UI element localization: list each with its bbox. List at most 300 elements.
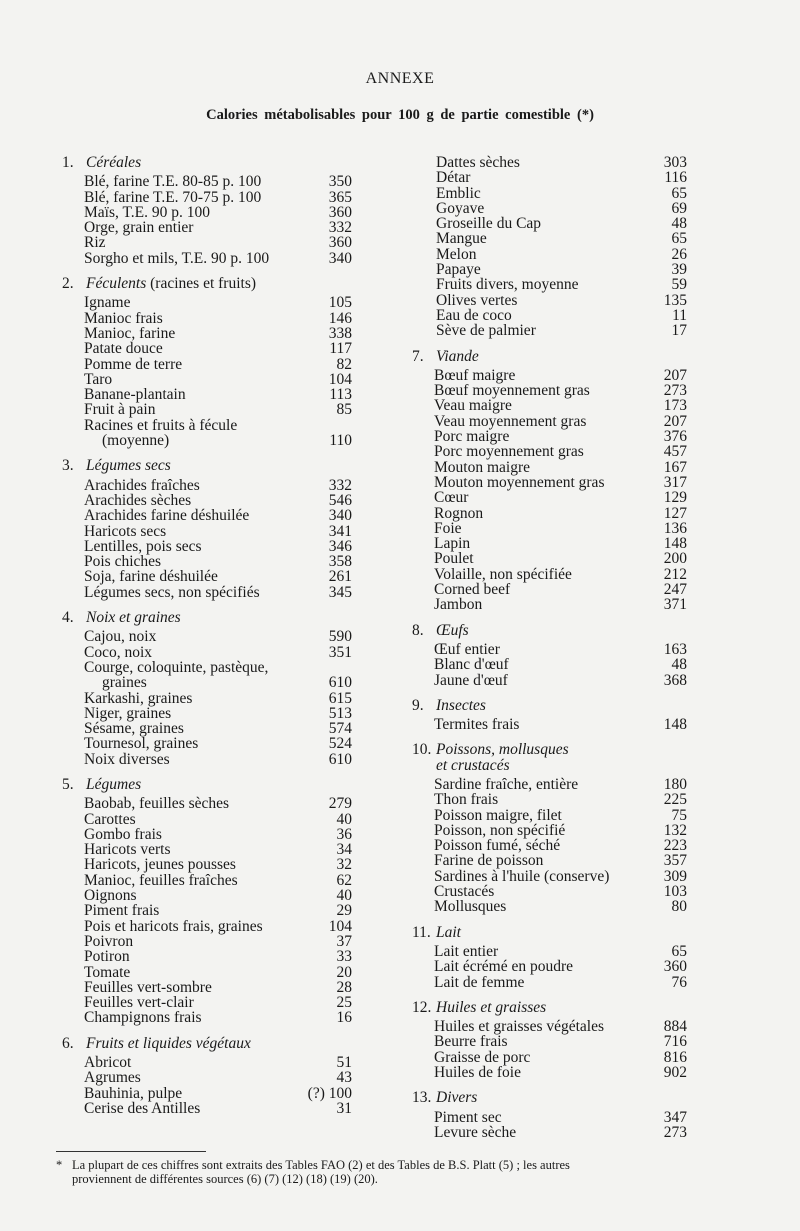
food-name: Termites frais bbox=[434, 716, 520, 734]
calorie-value: 340 bbox=[328, 249, 352, 267]
food-name: Olives vertes bbox=[436, 291, 518, 309]
section-number: 12. bbox=[412, 998, 432, 1016]
calorie-value: 59 bbox=[671, 276, 687, 294]
food-name: Blanc d'œuf bbox=[434, 656, 509, 674]
food-name: Riz bbox=[84, 234, 106, 252]
list-item bbox=[412, 231, 687, 246]
list-item bbox=[62, 554, 352, 569]
calorie-value: 32 bbox=[336, 856, 352, 874]
list-item bbox=[62, 919, 352, 934]
calorie-value: 116 bbox=[664, 169, 687, 187]
calorie-value: 368 bbox=[663, 671, 687, 689]
list-item bbox=[412, 293, 687, 308]
food-name: Mollusques bbox=[434, 898, 507, 916]
list-item bbox=[62, 295, 352, 310]
page-title: ANNEXE bbox=[365, 70, 435, 87]
list-item bbox=[412, 1065, 687, 1080]
list-item bbox=[62, 721, 352, 736]
calorie-value: 37 bbox=[336, 932, 352, 950]
list-item bbox=[412, 582, 687, 597]
calorie-value: 615 bbox=[328, 689, 352, 707]
food-name: Patate douce bbox=[84, 340, 163, 358]
section-number: 9. bbox=[412, 696, 424, 714]
calorie-value: 148 bbox=[663, 716, 687, 734]
list-item bbox=[412, 597, 687, 612]
section-number: 8. bbox=[412, 621, 424, 639]
calorie-value: 376 bbox=[663, 428, 687, 446]
calorie-value: 11 bbox=[672, 306, 687, 324]
list-item bbox=[62, 949, 352, 964]
list-item bbox=[62, 706, 352, 721]
section-title bbox=[86, 458, 171, 473]
list-item bbox=[62, 752, 352, 767]
footnote-marker: * bbox=[56, 1158, 63, 1172]
calorie-value: 358 bbox=[328, 553, 352, 571]
list-item bbox=[412, 1125, 687, 1140]
list-item bbox=[62, 402, 352, 417]
calorie-value: 17 bbox=[671, 322, 687, 340]
calorie-value: 716 bbox=[663, 1033, 687, 1051]
section-title bbox=[86, 610, 181, 625]
list-item bbox=[62, 251, 352, 266]
list-item bbox=[412, 657, 687, 672]
section-title-text: Féculents bbox=[86, 275, 147, 293]
section-number: 13. bbox=[412, 1089, 432, 1107]
list-item bbox=[62, 569, 352, 584]
food-name: Champignons frais bbox=[84, 1009, 202, 1027]
section-number: 5. bbox=[62, 775, 74, 793]
food-name: Levure sèche bbox=[434, 1123, 517, 1141]
section bbox=[412, 349, 687, 613]
left-column bbox=[62, 155, 352, 1126]
food-name: Igname bbox=[84, 294, 131, 312]
section-number: 7. bbox=[412, 347, 424, 365]
list-item bbox=[62, 629, 352, 644]
list-item bbox=[62, 524, 352, 539]
calorie-value: 884 bbox=[663, 1018, 687, 1036]
list-item bbox=[412, 853, 687, 868]
list-item bbox=[412, 838, 687, 853]
list-item bbox=[412, 506, 687, 521]
food-name: Huiles de foie bbox=[434, 1064, 521, 1082]
section-number: 2. bbox=[62, 275, 74, 293]
food-name: Poisson, non spécifié bbox=[434, 821, 566, 839]
food-name: Bœuf maigre bbox=[434, 366, 516, 384]
list-item bbox=[412, 398, 687, 413]
food-name: Sésame, graines bbox=[84, 720, 184, 738]
list-item bbox=[62, 220, 352, 235]
food-name: Détar bbox=[436, 169, 471, 187]
list-item bbox=[412, 277, 687, 292]
list-item bbox=[62, 326, 352, 341]
food-name: Haricots verts bbox=[84, 841, 171, 859]
list-item bbox=[412, 777, 687, 792]
calorie-value: 816 bbox=[663, 1048, 687, 1066]
section bbox=[412, 623, 687, 688]
calorie-value: 332 bbox=[328, 219, 352, 237]
calorie-value: 135 bbox=[663, 291, 687, 309]
calorie-value: 350 bbox=[328, 173, 352, 191]
food-name: Lait de femme bbox=[434, 973, 525, 991]
list-item bbox=[62, 539, 352, 554]
calorie-value: 16 bbox=[336, 1009, 352, 1027]
calorie-value: 261 bbox=[328, 568, 352, 586]
calorie-value: 610 bbox=[328, 674, 352, 692]
section bbox=[62, 777, 352, 1026]
list-item bbox=[412, 884, 687, 899]
section bbox=[62, 1036, 352, 1116]
calorie-value: 303 bbox=[663, 154, 687, 171]
calorie-value: 340 bbox=[328, 507, 352, 525]
section-heading bbox=[62, 155, 352, 170]
list-item bbox=[412, 521, 687, 536]
food-name: Karkashi, graines bbox=[84, 689, 193, 707]
food-name: Cerise des Antilles bbox=[84, 1099, 201, 1117]
calorie-value: 247 bbox=[663, 581, 687, 599]
calorie-value: 457 bbox=[663, 443, 687, 461]
footnote-line-2: proviennent de différentes sources (6) (7) (12) (18) (19) (20). bbox=[72, 1171, 378, 1186]
food-name: Emblic bbox=[436, 184, 481, 202]
calorie-value: 103 bbox=[663, 883, 687, 901]
section-title bbox=[86, 777, 141, 792]
calorie-value: 132 bbox=[663, 821, 687, 839]
calorie-value: 351 bbox=[328, 643, 352, 661]
list-item bbox=[412, 186, 687, 201]
food-name: Racines et fruits à fécule bbox=[84, 416, 238, 434]
section-title bbox=[86, 1036, 251, 1051]
section-number: 11. bbox=[412, 923, 431, 941]
food-name: (moyenne) bbox=[102, 432, 170, 450]
food-name: Orge, grain entier bbox=[84, 219, 194, 237]
calorie-value: 85 bbox=[336, 401, 352, 419]
section-heading bbox=[412, 742, 687, 773]
list-item bbox=[412, 717, 687, 732]
food-name: Arachides sèches bbox=[84, 491, 192, 509]
food-name: Pois chiches bbox=[84, 553, 162, 571]
food-name: Cœur bbox=[434, 489, 469, 507]
list-item bbox=[62, 903, 352, 918]
calorie-value: 28 bbox=[336, 978, 352, 996]
list-item bbox=[62, 585, 352, 600]
calorie-value: 127 bbox=[663, 504, 687, 522]
food-name: Pois et haricots frais, graines bbox=[84, 917, 263, 935]
section-title bbox=[436, 349, 479, 364]
list-item bbox=[62, 205, 352, 220]
food-name: Coco, noix bbox=[84, 643, 153, 661]
food-name: Tournesol, graines bbox=[84, 735, 199, 753]
list-item bbox=[412, 490, 687, 505]
list-item bbox=[62, 934, 352, 949]
food-name: Banane-plantain bbox=[84, 386, 186, 404]
calorie-value: 546 bbox=[328, 491, 352, 509]
food-name: Feuilles vert-clair bbox=[84, 994, 194, 1012]
list-item bbox=[412, 475, 687, 490]
food-name: Jaune d'œuf bbox=[434, 671, 508, 689]
food-name: Légumes secs, non spécifiés bbox=[84, 583, 260, 601]
list-item bbox=[62, 812, 352, 827]
list-item bbox=[412, 823, 687, 838]
food-name: graines bbox=[102, 674, 147, 692]
list-item bbox=[412, 247, 687, 262]
calorie-value: 34 bbox=[336, 841, 352, 859]
section-title-text: Fruits et liquides végétaux bbox=[86, 1034, 251, 1052]
food-name: Bœuf moyennement gras bbox=[434, 382, 590, 400]
calorie-value: 51 bbox=[336, 1054, 352, 1072]
calorie-value: 207 bbox=[663, 366, 687, 384]
section-heading bbox=[62, 777, 352, 792]
list-item bbox=[62, 827, 352, 842]
calorie-value: 80 bbox=[671, 898, 687, 916]
list-item bbox=[62, 1010, 352, 1025]
food-name: Poisson maigre, filet bbox=[434, 806, 562, 824]
calorie-value: 317 bbox=[663, 473, 687, 491]
section-title bbox=[436, 925, 461, 940]
food-name: Crustacés bbox=[434, 883, 495, 901]
food-name: Lapin bbox=[434, 535, 471, 553]
list-item bbox=[62, 736, 352, 751]
food-name: Huiles et graisses végétales bbox=[434, 1018, 605, 1036]
list-item bbox=[412, 216, 687, 231]
food-name: Mangue bbox=[436, 230, 487, 248]
list-item bbox=[412, 551, 687, 566]
calorie-value: 65 bbox=[671, 184, 687, 202]
list-item bbox=[412, 201, 687, 216]
food-name: Maïs, T.E. 90 p. 100 bbox=[84, 203, 211, 221]
food-name: Manioc frais bbox=[84, 309, 163, 327]
section-title-extra: (racines et fruits) bbox=[146, 275, 257, 293]
calorie-value: 212 bbox=[663, 565, 687, 583]
calorie-value: 33 bbox=[336, 948, 352, 966]
list-item bbox=[62, 235, 352, 250]
calorie-value: 345 bbox=[328, 583, 352, 601]
calorie-value: 200 bbox=[663, 550, 687, 568]
section-title-text: Noix et graines bbox=[86, 609, 181, 627]
food-name: Manioc, farine bbox=[84, 324, 176, 342]
section-number: 1. bbox=[62, 154, 74, 171]
list-item bbox=[412, 975, 687, 990]
section-title-text: Lait bbox=[436, 923, 461, 941]
list-item bbox=[62, 1086, 352, 1101]
footnote bbox=[56, 1159, 746, 1186]
list-item bbox=[62, 796, 352, 811]
calorie-value: 513 bbox=[328, 704, 352, 722]
list-item bbox=[62, 341, 352, 356]
food-name: Sorgho et mils, T.E. 90 p. 100 bbox=[84, 249, 270, 267]
section-heading bbox=[62, 276, 352, 291]
calorie-value: 902 bbox=[663, 1064, 687, 1082]
calorie-value: 105 bbox=[328, 294, 352, 312]
section-title-text: Viande bbox=[436, 347, 479, 365]
section-heading bbox=[412, 698, 687, 713]
section bbox=[62, 610, 352, 767]
calorie-value: 610 bbox=[328, 750, 352, 768]
food-name: Fruits divers, moyenne bbox=[436, 276, 579, 294]
calorie-value: 43 bbox=[336, 1069, 352, 1087]
section bbox=[62, 458, 352, 600]
section bbox=[412, 698, 687, 733]
food-name: Porc moyennement gras bbox=[434, 443, 584, 461]
list-item bbox=[62, 1070, 352, 1085]
section-heading bbox=[412, 925, 687, 940]
calorie-value: 26 bbox=[671, 245, 687, 263]
list-item bbox=[62, 174, 352, 189]
list-item bbox=[412, 944, 687, 959]
calorie-value: 524 bbox=[328, 735, 352, 753]
calorie-value: 357 bbox=[663, 852, 687, 870]
footnote-rule bbox=[56, 1151, 206, 1152]
calorie-value: 173 bbox=[663, 397, 687, 415]
list-item bbox=[412, 308, 687, 323]
food-name: Haricots secs bbox=[84, 522, 167, 540]
list-item bbox=[412, 567, 687, 582]
calorie-value: 82 bbox=[336, 355, 352, 373]
section-heading bbox=[62, 610, 352, 625]
calorie-value: 40 bbox=[336, 810, 352, 828]
section-title-text: Insectes bbox=[436, 696, 486, 714]
list-item bbox=[412, 808, 687, 823]
list-item bbox=[62, 965, 352, 980]
calorie-value: 113 bbox=[329, 386, 352, 404]
list-item bbox=[412, 869, 687, 884]
list-item bbox=[62, 645, 352, 660]
section-title-text: Divers bbox=[436, 1089, 478, 1107]
calorie-value: 146 bbox=[328, 309, 352, 327]
calorie-value: 110 bbox=[329, 432, 352, 450]
calorie-value: 48 bbox=[671, 215, 687, 233]
calorie-value: 20 bbox=[336, 963, 352, 981]
list-item bbox=[62, 1101, 352, 1116]
section-title bbox=[436, 698, 486, 713]
list-item bbox=[412, 444, 687, 459]
calorie-value: 279 bbox=[328, 795, 352, 813]
section bbox=[62, 276, 352, 448]
calorie-value: 48 bbox=[671, 656, 687, 674]
calorie-value: 65 bbox=[671, 230, 687, 248]
food-name: Lentilles, pois secs bbox=[84, 537, 202, 555]
section-title-line-2: et crustacés bbox=[436, 756, 510, 774]
calorie-value: 273 bbox=[663, 382, 687, 400]
list-item bbox=[412, 170, 687, 185]
list-item bbox=[412, 368, 687, 383]
food-name: Feuilles vert-sombre bbox=[84, 978, 212, 996]
food-name: Rognon bbox=[434, 504, 484, 522]
calorie-value: 129 bbox=[663, 489, 687, 507]
list-item bbox=[62, 372, 352, 387]
list-item bbox=[62, 357, 352, 372]
list-item bbox=[62, 873, 352, 888]
list-item bbox=[62, 660, 352, 675]
section bbox=[62, 155, 352, 266]
food-name: Piment frais bbox=[84, 902, 160, 920]
list-item bbox=[412, 536, 687, 551]
calorie-value: 65 bbox=[671, 942, 687, 960]
calorie-value: 360 bbox=[328, 234, 352, 252]
food-name: Haricots, jeunes pousses bbox=[84, 856, 236, 874]
calorie-value: 148 bbox=[663, 535, 687, 553]
calorie-value: 360 bbox=[328, 203, 352, 221]
section-fruits-continued bbox=[412, 155, 687, 339]
food-name: Lait écrémé en poudre bbox=[434, 958, 573, 976]
list-item bbox=[62, 311, 352, 326]
calorie-value: 346 bbox=[328, 537, 352, 555]
calorie-value: 574 bbox=[328, 720, 352, 738]
calorie-value: 207 bbox=[663, 412, 687, 430]
food-name: Mouton moyennement gras bbox=[434, 473, 605, 491]
food-name: Agrumes bbox=[84, 1069, 141, 1087]
calorie-value: 338 bbox=[328, 324, 352, 342]
section-heading bbox=[412, 349, 687, 364]
calorie-value: 225 bbox=[663, 791, 687, 809]
calorie-value: 62 bbox=[336, 871, 352, 889]
food-name: Melon bbox=[436, 245, 477, 263]
list-item bbox=[62, 190, 352, 205]
list-item bbox=[62, 888, 352, 903]
calorie-value: 167 bbox=[663, 458, 687, 476]
section-title bbox=[436, 1000, 546, 1015]
list-item bbox=[62, 433, 352, 448]
section-heading bbox=[62, 1036, 352, 1051]
calorie-value: 31 bbox=[336, 1099, 352, 1117]
food-name: Abricot bbox=[84, 1054, 132, 1072]
calorie-value: 360 bbox=[663, 958, 687, 976]
food-name: Poivron bbox=[84, 932, 134, 950]
section-number: 3. bbox=[62, 457, 74, 475]
section-title bbox=[86, 155, 141, 170]
food-name: Carottes bbox=[84, 810, 136, 828]
calorie-value: 180 bbox=[663, 775, 687, 793]
list-item bbox=[62, 995, 352, 1010]
section-heading bbox=[412, 623, 687, 638]
food-name: Noix diverses bbox=[84, 750, 170, 768]
food-name: Veau maigre bbox=[434, 397, 512, 415]
calorie-value: 332 bbox=[328, 476, 352, 494]
calorie-value: 371 bbox=[663, 596, 687, 614]
section-title-text: Huiles et graisses bbox=[436, 998, 547, 1016]
food-name: Arachides farine déshuilée bbox=[84, 507, 250, 525]
food-name: Œuf entier bbox=[434, 640, 500, 658]
list-item bbox=[412, 429, 687, 444]
list-item bbox=[62, 675, 352, 690]
calorie-value: 75 bbox=[671, 806, 687, 824]
food-name: Volaille, non spécifiée bbox=[434, 565, 572, 583]
food-name: Taro bbox=[84, 370, 113, 388]
calorie-value: 117 bbox=[329, 340, 352, 358]
food-name: Farine de poisson bbox=[434, 852, 544, 870]
list-item bbox=[62, 691, 352, 706]
calorie-value: 347 bbox=[663, 1108, 687, 1126]
list-item bbox=[412, 262, 687, 277]
section-number: 4. bbox=[62, 609, 74, 627]
food-name: Courge, coloquinte, pastèque, bbox=[84, 658, 269, 676]
calorie-value: 39 bbox=[671, 261, 687, 279]
section-title bbox=[436, 1090, 477, 1105]
calorie-value: 104 bbox=[328, 370, 352, 388]
list-item bbox=[412, 383, 687, 398]
calorie-value: 40 bbox=[336, 887, 352, 905]
table-caption: Calories métabolisables pour 100 g de partie comestible (*) bbox=[206, 107, 594, 123]
calorie-value: 341 bbox=[328, 522, 352, 540]
calorie-value: (?) 100 bbox=[307, 1084, 352, 1102]
list-item bbox=[62, 493, 352, 508]
food-name: Poulet bbox=[434, 550, 474, 568]
section-title-text: Légumes secs bbox=[86, 457, 171, 475]
food-name: Pomme de terre bbox=[84, 355, 183, 373]
section bbox=[412, 925, 687, 990]
food-name: Sardine fraîche, entière bbox=[434, 775, 579, 793]
food-name: Goyave bbox=[436, 199, 485, 217]
food-name: Sève de palmier bbox=[436, 322, 536, 340]
calorie-value: 223 bbox=[663, 837, 687, 855]
